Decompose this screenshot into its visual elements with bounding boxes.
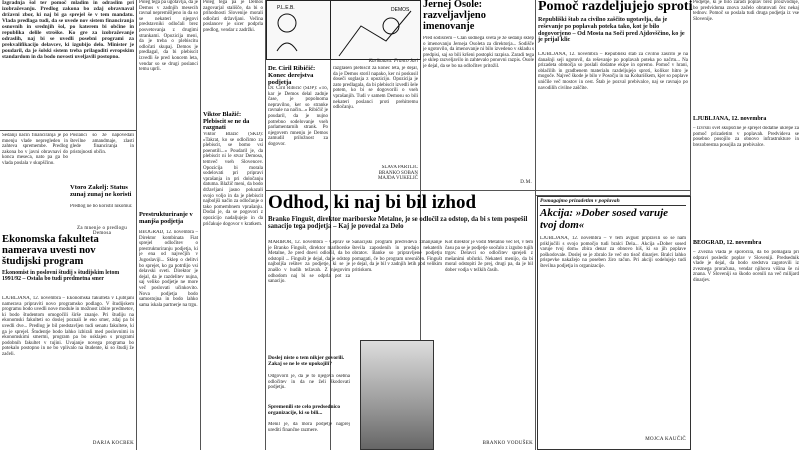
cartoon-label-right: DEMOS: [391, 7, 410, 13]
vitor-body: Viktor Blažič (SKD): »Takrat, ko se odločimo za plebiscit, se bomo vsi poenotili...« Poudaril je, da plebiscit ni le stvar Demosa, temveč vseh Slovencev. Opozicija bi morala sodelovati pri pripravi vprašanja in pri določanju datuma. Blažič meni, da bodo državljani jasno pokazali svojo voljo in da je plebiscit najboljši način za odločanje o tako pomembnem vprašanju. Dodal je, da se pogovori z opozicijo nadaljujejo in da pričakuje dogovor v kratkem.: [203, 132, 263, 227]
signature-1: SLAVA PARTLIČ: [381, 165, 418, 170]
portrait-photo: [360, 340, 434, 450]
akcija-headline: Akcija: »Dober sosed varuje tvoj dom«: [540, 207, 669, 231]
cartoon-right: [330, 0, 421, 60]
jernej-body: Pred sodiščem – Član sodnega sveta je že sedanji sklep o imenovanju Jerneja Osoleta za direktorja... Sodišče je ugotovilo, da imenovanje ni bilo izvedeno v skladu s predpisi, saj so bili kršeni postopki razpisa. Zaradi tega je sklep razveljavilo in zahtevalo ponovni razpis. Osole je dejal, da se bo na odločitev pritožil.: [423, 36, 534, 69]
signature-3: MAJDA VUKELIČ: [377, 176, 418, 182]
status-body: Predlog ne bo koristil nikomur.: [70, 204, 133, 209]
akcija-signature: MOJCA KAUČIČ: [645, 437, 686, 442]
cartoon-drawing-right: [331, 1, 420, 59]
col3-body: Poleg tega pa je Demos zagovarjal stališče, da bi o prihodnosti Slovenije morali odločati državljani. Večina poslancev je sicer podprla predlog, vendar z zadržki.: [203, 0, 263, 33]
akcija-body: LJUBLJANA, 12. novembra – V tem avgust pripravili so se nam priključili s svojo pomočjo tudi bralci Dela... Akcija »Dober sosed varuje tvoj dom« zbira denar za obnovo hiš, ki so jih poplave poškodovale. Doslej se je zbralo že več sto tisoč dinarjev. Bralci lahko prispevke nakažejo na poseben žiro račun. Pri akciji sodelujejo tudi številna podjetja in organizacije.: [540, 236, 686, 269]
right-city-2: BEOGRAD, 12. novembra: [693, 240, 762, 246]
cartoon-drawing: [267, 1, 330, 59]
signature-2: BRANKO SOBAN: [378, 170, 418, 176]
pomoc-body: LJUBLJANA, 12. novembra – Republiški štab za civilno zaščito je na današnji seji ugotovil, da reševanje po poplavah poteka po načrtu... Na prizadeta območja so poslali dodatne ekipe in opremo. Pomoč v hrani, oblačilih in gradbenem materialu razdeljujejo sproti, kolikor hitro je mogoče. Največ škode je bilo v Posočju in na Kobariškem, kjer so poplave uničile več mostov in cest. Štab je pozval prebivalce, naj se ravnajo po navodilih civilne zaščite.: [538, 52, 688, 91]
odhod-answer-2: Menil je, da mora podjetje najprej urediti finančne razmere.: [268, 422, 350, 433]
right-col-bottom: – Zvezna vlada je sporočila, da bo pomagala pri odpravi posledic poplav v Sloveniji. Predsednik vlade je dejal, da bodo sredstva zagotovili iz zveznega proračuna, vendar njihova višina še ni znana. V Sloveniji so škodo ocenili na več milijard dinarjev.: [693, 250, 799, 283]
odhod-body-1: MARIBOR, 12. novembra – Čeprav se je Branko Fingušt, direktor mariborske Metalne, že pred dnevi odločil, da bo odstopil ... Fingušt je dejal, da je odstop najboljša rešitev za podjetje, ki se je znašlo v hudih težavah. Z njegovim odhodom naj bi se odprla pot za sanacijo.: [268, 240, 350, 285]
ekonomska-headline: Ekonomska fakulteta namerava uvesti nov študijski program: [2, 234, 99, 268]
vitor-headline: Viktor Blažič: Plebiscit se ne da razgnati: [203, 111, 250, 132]
odhod-subtitle: Branko Fingušt, direktor mariborske Metalne, je se odločil za odstop, da bi s tem pospešil sanacijo tega podjetja – Kaj je povedal za Delo: [268, 216, 528, 231]
column-rule: [535, 0, 536, 450]
odhod-signature: BRANKO VODUŠEK: [482, 441, 533, 446]
prestrukturiranje-body: BEOGRAD, 12. novembra – Direktor kombinata Fiat sprejel odločitev o prestrukturiranju podjetja, ki je ena od največjih v Jugoslaviji... Sklep o delitvi bo sprejet, ko ga potrdijo vsi delavski sveti. Direktor je dejal, da je razdelitev nujna, saj veliko podjetje ne more več poslovati učinkovito. Nova podjetja bodo samostojna in bodo lahko sama iskala partnerje na trgu.: [139, 230, 198, 308]
odhod-body-2: Sanacijski program predvideva zmanjšanje števila zaposlenih in prodajo nekaterih obratov. Banke so pripravljene podjetju pomagati, če bo program uresničen. Fingušt je dejal, da je bil v zadnjih letih pod velikim pritiskom.: [352, 240, 442, 273]
mid-col-text: razglašen plebiscit za konec leta, je dejal, da je Demos storil napako, ker ni poskusil doseči soglasja z opozicijo. Opozicija je zato predlagala, da bi plebiscit izvedli šele potem, ko bi se dogovorili o vseh vprašanjih. Tudi v samem Demosu so bili nekateri poslanci proti prehitremu odločanju.: [333, 66, 418, 111]
right-col-mid: – Izvršni svet skupščine je sprejel dodatne ukrepe za pomoč prizadetim v poplavah. Predvideva se posebno posojilo za obnovo infrastrukture in brezobrestna posojila za prebivalce.: [693, 126, 799, 148]
cartoon-caption: Karikatura: Franco Juri: [368, 59, 418, 64]
jernej-signature: D.M.: [520, 180, 532, 185]
column-rule: [136, 0, 137, 450]
pomoc-headline: Pomoč razdeljujejo sproti: [538, 0, 693, 14]
odhod-question-1: Doslej niste o tem nikjer govorili. Zakaj se ne le ste upokojili?: [268, 355, 345, 367]
top-left-lead: Izgradnja šol ter pomoč mladim in odraslim pri izobraževanju. Predlog zakona bo zdaj obravnaval državni zbor, ki naj bi ga sprejel še v tem mandatu. Vlada predlaga tudi, da se uvede nov sistem financiranja osnovnih in srednjih šol, po katerem bi občine in republika delile stroške. Ko gre za izobraževanje odraslih, naj bi se uvedli posebni programi za prekvalifikacijo delavcev, ki izgubijo delo. Minister je poudaril, da je šolski sistem treba prilagoditi evropskim standardom in da bodo novosti uveljavili postopno.: [2, 0, 134, 60]
cartoon-left: [266, 0, 331, 60]
section-rule: [0, 130, 136, 131]
ekonomska-subtitle: Ekonomist in poslovni študij s študijskim letom 1991/92 – Ostala bo tudi predmetna smer: [2, 270, 120, 283]
status-signature: Za mnenje o predlogu Demosa: [76, 226, 127, 236]
left-mid-text: Sedanji način financiranja je po mnenju vlade nepregleden in zahteva spremembe. Predlog zakona bo v javni obravnavi do konca meseca, nato pa ga bo vlada poslala v skupščino.: [2, 133, 68, 166]
prestrukturiranje-headline: Prestrukturiranje v manjša podjetja: [139, 211, 193, 225]
kibic-headline: Dr. Ciril Ribičič: Konec derejstva podjetja: [268, 65, 316, 86]
jernej-headline: Jernej Osole: razveljavljeno imenovanje: [423, 0, 486, 32]
akcija-kicker: Pomagajmo prizadetim v poplavah: [540, 198, 686, 206]
left-mid-text-2: Poslanci so že napovedali številne amandmaje, zlasti glede financiranja in pristojnosti občin.: [70, 133, 134, 155]
right-city-1: LJUBLJANA, 12. novembra: [693, 116, 767, 122]
cartoon-label-left: P.L.E.B.: [277, 5, 295, 11]
col2-body: Poleg tega pa ugotavlja, da je Demos v zadnjih mesecih ravnal nepremišljeno in da so se nekateri njegovi predstavniki odločali brez posvetovanja z drugimi strankami. Opozicija meni, da je treba o plebiscitu odločati skupaj. Demos je predlagal, da bi plebiscit izvedli še pred koncem leta, vendar so se drugi poslanci temu uprli.: [139, 0, 198, 73]
status-headline: Vtoro Zakelj: Status zunaj zunaj ne koristi: [70, 184, 132, 198]
odhod-answer-1: Odgovoril je, da je to njegova osebna odločitev in da ne želi škodovati podjetju.: [268, 374, 350, 391]
odhod-body-3: Kot direktor je vodil Metalno več let, v tem času pa se je podjetje soočalo z izgubo tujih trgov. Delavci so odločitev sprejeli z mešanimi občutki. Nekateri menijo, da bi moral odstopiti že prej, drugi pa, da je bil dober vodja v težkih časih.: [445, 240, 533, 273]
pomoc-subtitle: Republiški štab za civilno zaščito ugotavlja, da je reševanje po poplavah poteka tako, kot je bilo dogovorjeno – Od Mosta na Soči pred Ajdovščino, ko je je prijal klic: [538, 16, 685, 44]
column-rule: [265, 0, 266, 450]
ekonomska-signature: DARJA KOCBEK: [92, 441, 134, 446]
odhod-headline: Odhod, ki naj bi bil izhod: [268, 192, 477, 213]
slava-signatures: [333, 165, 418, 187]
kibic-body: Dr. Ciril Ribičič (SDP): »To, kar je Demos delal zadnje čase, je popolnoma nepravilno, ker so stranke ravnale na način...« Ribičič je poudaril, da je nujno potrebno sodelovanje vseh parlamentarnih strank. Po njegovem mnenju je Demos zamudil priložnost za dogovor.: [268, 86, 328, 147]
ekonomska-body: LJUBLJANA, 12. novembra – Ekonomska fakulteta v Ljubljani namerava pripraviti novo programsko podlago. V študijskem programu bodo uvedli nove module in možnost izbire predmetov, ki bodo študentom omogočili širše znanje. Pri študiju na ekonomski fakulteti so doslej poznali le eno smer, zdaj pa bi uvedli dve... Predlog je bil predstavljen tudi senatu fakultete, ki ga je sprejel. Študentje bodo lahko izbirali med poslovnimi in ekonomskimi smermi, program pa bo usklajen s programi podobnih fakultet v tujini. Uvajanje novega programa bo potekalo postopno in ne bo vplivalo na študente, ki so študij že začeli.: [2, 296, 134, 357]
odhod-question-2: Spremenili ste celo predsednico organizacije, ki so bili...: [268, 404, 341, 416]
right-col-top: Podjetje, ki je bilo zaradi poplav brez proizvodnje, bo predvidoma znova začelo obratovati čez nekaj tednov. Pomoč so poslala tudi druga podjetja iz vse Slovenije.: [693, 0, 799, 22]
column-rule: [200, 0, 201, 450]
